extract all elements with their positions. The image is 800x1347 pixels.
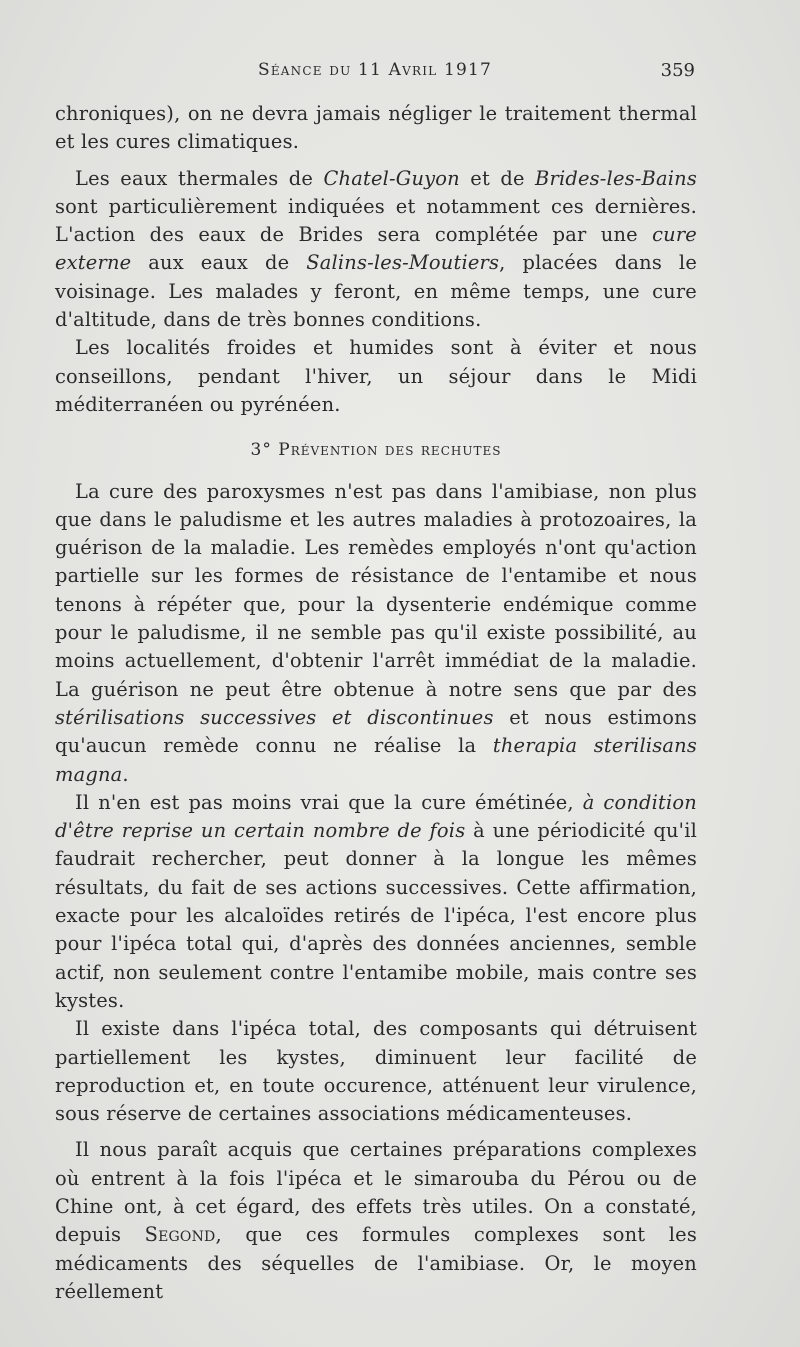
emphasis: à condition d'être reprise un certain nombre de fois (55, 790, 697, 843)
text-run: sont particulièrement indiquées et notamment ces dernières. L'action des eaux de Brides sera complétée par une (55, 194, 697, 247)
text-run: La cure des paroxysmes n'est pas dans l'amibiase, non plus que dans le paludisme et les autres maladies à protozoaires, la guérison de la maladie. Les remèdes employés n'ont qu'action partielle sur les formes de résistance de l'entamibe et nous tenons à répéter que, pour la dysenterie endémique comme pour le paludisme, il ne semble pas qu'il existe possibilité, au moins actuellement, d'obtenir l'arrêt immédiat de la maladie. La guérison ne peut être obtenue à notre sens que par des (55, 479, 697, 701)
text-run: Il n'en est pas moins vrai que la cure émétinée, (75, 790, 583, 814)
paragraph-paroxysms (55, 478, 697, 789)
text-run: Les eaux thermales de (75, 166, 324, 190)
place-name: Chatel-Guyon (323, 166, 460, 190)
place-name: Salins-les-Moutiers (306, 251, 500, 275)
text-run: Il nous paraît acquis que certaines préparations complexes où entrent à la fois l'ipéca et le simarouba du Pérou ou de Chine ont, à cet égard, des effets très utiles. On a constaté, depuis (55, 1138, 697, 1247)
page-number: 359 (660, 60, 695, 81)
paragraph-thermal-waters (55, 165, 697, 335)
place-name: Brides-les-Bains (535, 166, 697, 190)
paragraph-continuation: chroniques), on ne devra jamais négliger le traitement thermal et les cures climatiques. (55, 102, 697, 154)
section-heading: 3° Prévention des rechutes (250, 440, 502, 461)
text-run: aux eaux de (131, 251, 307, 275)
text-run: et de (459, 166, 536, 190)
paragraph-preparations (55, 1136, 697, 1306)
text-run: , placées dans le voisinage. Les malades y feront, en même temps, une cure d'altitude, dans de très bonnes conditions. (55, 251, 697, 332)
emphasis: therapia sterilisans magna (55, 734, 698, 786)
emphasis: cure externe (55, 223, 697, 275)
emphasis: stérilisations successives et discontinues (55, 705, 494, 729)
paragraph-emetine (55, 789, 697, 1015)
running-head (55, 60, 695, 88)
text-run: et nous estimons qu'aucun remède connu ne réalise la (55, 705, 697, 758)
body-text (55, 100, 697, 1306)
running-title: Séance du 11 Avril 1917 (257, 60, 493, 80)
text-run: à une périodicité qu'il faudrait rechercher, peut donner à la longue les mêmes résultats, du fait de ses actions successives. Cette affirmation, exacte pour les alcaloïdes retirés de l'ipéca, l'est encore plus pour l'ipéca total qui, d'après des données anciennes, semble actif, non seulement contre l'entamibe mobile, mais contre ses kystes. (55, 819, 697, 1012)
paragraph-ipeca: Il existe dans l'ipéca total, des composants qui détruisent partiellement les kystes, diminuent leur facilité de reproduction et, en toute occurence, atténuent leur virulence, sous réserve de certaines associations médicamenteuses. (55, 1017, 697, 1126)
author-name: Segond (144, 1223, 216, 1247)
text-run: . (122, 762, 129, 786)
text-run: , que ces formules complexes sont les médicaments des séquelles de l'amibiase. Or, le moyen réellement (55, 1223, 697, 1303)
paragraph-climate: Les localités froides et humides sont à éviter et nous conseillons, pendant l'hiver, un séjour dans le Midi méditerranéen ou pyrénéen. (55, 336, 697, 416)
